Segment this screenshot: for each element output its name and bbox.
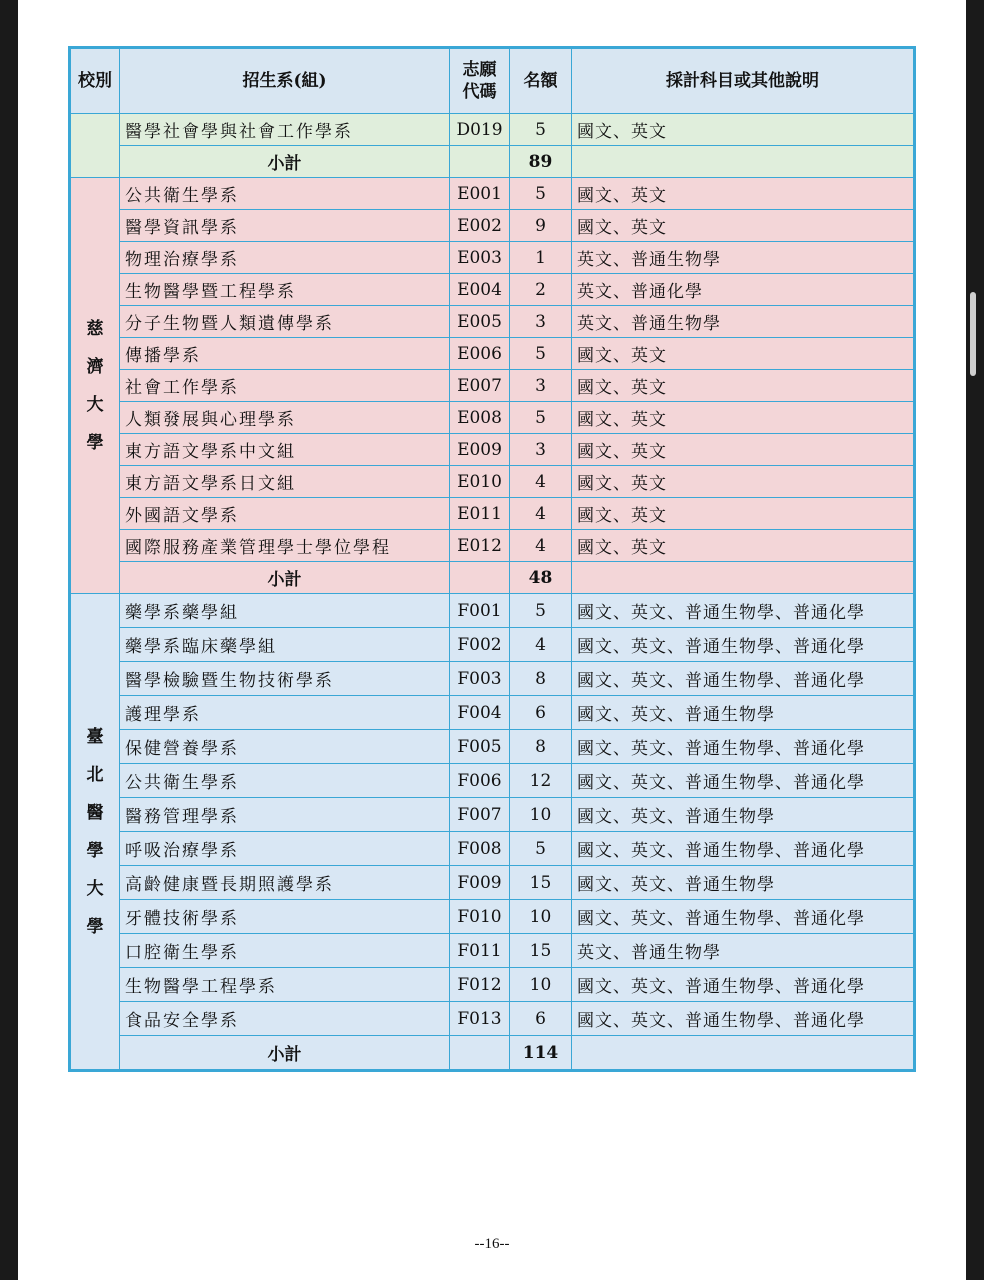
quota-cell: 10 [510,798,572,832]
dept-cell: 藥學系藥學組 [120,594,450,628]
note-cell: 國文、英文 [572,114,915,146]
table-row [70,178,915,210]
quota-cell: 5 [510,402,572,434]
table-row [70,530,915,562]
note-cell: 國文、英文、普通生物學、普通化學 [572,764,915,798]
dept-cell: 東方語文學系日文組 [120,466,450,498]
header-quota: 名額 [510,48,572,114]
table-row [70,114,915,146]
note-cell: 國文、英文 [572,466,915,498]
subtotal-row [70,1036,915,1071]
page-number: --16-- [474,1236,510,1252]
quota-cell: 6 [510,696,572,730]
group-tzuchi [70,178,915,594]
table-row [70,764,915,798]
quota-cell: 4 [510,530,572,562]
table-row [70,242,915,274]
dept-cell: 醫學社會學與社會工作學系 [120,114,450,146]
quota-cell: 5 [510,114,572,146]
quota-cell: 3 [510,306,572,338]
quota-cell: 8 [510,730,572,764]
code-cell: F007 [450,798,510,832]
quota-cell: 10 [510,900,572,934]
school-name-char: 慈 [86,318,104,339]
subtotal-value: 114 [510,1036,572,1071]
table-row [70,370,915,402]
code-cell: E006 [450,338,510,370]
dept-cell: 藥學系臨床藥學組 [120,628,450,662]
table-row [70,306,915,338]
code-cell: E010 [450,466,510,498]
note-cell: 國文、英文 [572,210,915,242]
quota-cell: 12 [510,764,572,798]
empty-cell [572,146,915,178]
code-cell: E002 [450,210,510,242]
quota-cell: 4 [510,628,572,662]
dept-cell: 保健營養學系 [120,730,450,764]
code-cell: E009 [450,434,510,466]
dept-cell: 人類發展與心理學系 [120,402,450,434]
header-note: 採計科目或其他說明 [572,48,915,114]
note-cell: 國文、英文 [572,178,915,210]
table-row [70,934,915,968]
empty-cell [572,1036,915,1071]
note-cell: 英文、普通生物學 [572,306,915,338]
table-row [70,662,915,696]
code-cell: F002 [450,628,510,662]
dept-cell: 食品安全學系 [120,1002,450,1036]
header-row [70,48,915,114]
table-row [70,338,915,370]
note-cell: 國文、英文、普通生物學、普通化學 [572,1002,915,1036]
dept-cell: 生物醫學工程學系 [120,968,450,1002]
note-cell: 國文、英文、普通生物學 [572,866,915,900]
dept-cell: 東方語文學系中文組 [120,434,450,466]
note-cell: 國文、英文 [572,338,915,370]
dept-cell: 生物醫學暨工程學系 [120,274,450,306]
code-cell: E003 [450,242,510,274]
school-name-char: 大 [86,394,104,415]
code-cell: E007 [450,370,510,402]
quota-cell: 1 [510,242,572,274]
scrollbar[interactable] [970,292,976,376]
code-cell: E005 [450,306,510,338]
header-code [450,48,510,114]
note-cell: 國文、英文 [572,498,915,530]
dept-cell: 高齡健康暨長期照護學系 [120,866,450,900]
note-cell: 英文、普通生物學 [572,934,915,968]
code-cell: D019 [450,114,510,146]
code-cell: F009 [450,866,510,900]
quota-cell: 9 [510,210,572,242]
table-row [70,798,915,832]
tzuchi-school-name [70,178,120,594]
dept-cell: 牙體技術學系 [120,900,450,934]
dept-cell: 公共衛生學系 [120,764,450,798]
group-tmu [70,594,915,1071]
dept-cell: 呼吸治療學系 [120,832,450,866]
code-cell: F011 [450,934,510,968]
note-cell: 國文、英文、普通生物學、普通化學 [572,628,915,662]
quota-cell: 5 [510,338,572,370]
table-row [70,434,915,466]
quota-cell: 6 [510,1002,572,1036]
subtotal-value: 48 [510,562,572,594]
table-row [70,274,915,306]
school-name-char: 學 [86,916,104,937]
quota-cell: 5 [510,832,572,866]
subtotal-label: 小計 [120,562,450,594]
note-cell: 國文、英文、普通生物學 [572,696,915,730]
code-cell: E011 [450,498,510,530]
empty-cell [572,562,915,594]
code-cell: E001 [450,178,510,210]
note-cell: 國文、英文、普通生物學、普通化學 [572,730,915,764]
note-cell: 英文、普通化學 [572,274,915,306]
dept-cell: 口腔衛生學系 [120,934,450,968]
table-row [70,210,915,242]
header-dept: 招生系(組) [120,48,450,114]
code-cell: F003 [450,662,510,696]
table-row [70,900,915,934]
school-name-char: 臺 [86,726,104,747]
note-cell: 國文、英文 [572,402,915,434]
table-row [70,696,915,730]
code-cell: F004 [450,696,510,730]
code-cell: F001 [450,594,510,628]
code-cell: E008 [450,402,510,434]
school-name-char: 學 [86,840,104,861]
empty-cell [450,562,510,594]
school-name-char: 北 [86,764,104,785]
subtotal-label: 小計 [120,1036,450,1071]
dept-cell: 醫學資訊學系 [120,210,450,242]
empty-cell [450,1036,510,1071]
note-cell: 國文、英文、普通生物學、普通化學 [572,968,915,1002]
quota-cell: 4 [510,498,572,530]
quota-cell: 3 [510,434,572,466]
quota-cell: 15 [510,934,572,968]
quota-cell: 3 [510,370,572,402]
note-cell: 英文、普通生物學 [572,242,915,274]
subtotal-row [70,146,915,178]
subtotal-value: 89 [510,146,572,178]
code-cell: F005 [450,730,510,764]
note-cell: 國文、英文 [572,434,915,466]
dept-cell: 護理學系 [120,696,450,730]
dept-cell: 外國語文學系 [120,498,450,530]
subtotal-row [70,562,915,594]
code-cell: F010 [450,900,510,934]
dept-cell: 分子生物暨人類遺傳學系 [120,306,450,338]
dept-cell: 醫學檢驗暨生物技術學系 [120,662,450,696]
dept-cell: 物理治療學系 [120,242,450,274]
code-cell: F013 [450,1002,510,1036]
note-cell: 國文、英文、普通生物學、普通化學 [572,594,915,628]
dept-cell: 社會工作學系 [120,370,450,402]
quota-cell: 10 [510,968,572,1002]
dept-cell: 國際服務產業管理學士學位學程 [120,530,450,562]
header-school: 校別 [70,48,120,114]
header-code-text: 志願代碼 [462,60,497,102]
dept-cell: 公共衛生學系 [120,178,450,210]
school-cell-previous [70,114,120,178]
note-cell: 國文、英文 [572,530,915,562]
admission-table [68,46,916,1072]
table-row [70,594,915,628]
school-name-char: 大 [86,878,104,899]
quota-cell: 8 [510,662,572,696]
note-cell: 國文、英文、普通生物學、普通化學 [572,662,915,696]
school-name-char: 學 [86,432,104,453]
subtotal-label: 小計 [120,146,450,178]
table-row [70,832,915,866]
table-row [70,628,915,662]
table-row [70,866,915,900]
note-cell: 國文、英文、普通生物學 [572,798,915,832]
dept-cell: 醫務管理學系 [120,798,450,832]
quota-cell: 5 [510,594,572,628]
quota-cell: 2 [510,274,572,306]
code-cell: E012 [450,530,510,562]
empty-cell [450,146,510,178]
code-cell: E004 [450,274,510,306]
table-row [70,402,915,434]
code-cell: F006 [450,764,510,798]
table-row [70,1002,915,1036]
quota-cell: 4 [510,466,572,498]
school-name-char: 濟 [86,356,104,377]
code-cell: F012 [450,968,510,1002]
table-row [70,466,915,498]
quota-cell: 5 [510,178,572,210]
tmu-school-name [70,594,120,1071]
dept-cell: 傳播學系 [120,338,450,370]
table-row [70,498,915,530]
code-cell: F008 [450,832,510,866]
note-cell: 國文、英文、普通生物學、普通化學 [572,900,915,934]
quota-cell: 15 [510,866,572,900]
school-name-char: 醫 [86,802,104,823]
note-cell: 國文、英文 [572,370,915,402]
note-cell: 國文、英文、普通生物學、普通化學 [572,832,915,866]
table-row [70,730,915,764]
table-row [70,968,915,1002]
